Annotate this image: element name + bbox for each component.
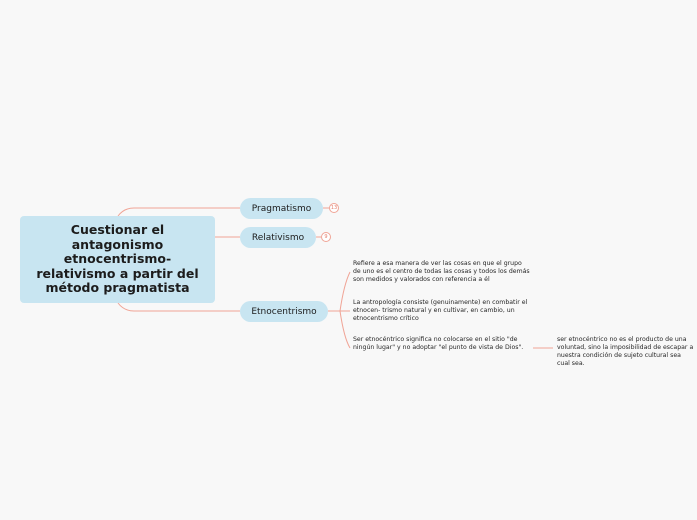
collapse-count-relativismo: 9	[324, 234, 328, 240]
topic-pragmatismo-label: Pragmatismo	[251, 203, 312, 214]
note-definicion[interactable]: Refiere a esa manera de ver las cosas en que el grupo de uno es el centro de todas las cosas y todos los demás son medidos y valorados con referencia a él	[353, 260, 530, 283]
topic-relativismo[interactable]	[240, 227, 316, 248]
collapse-toggle-relativismo[interactable]	[321, 232, 331, 242]
root-topic[interactable]	[20, 216, 215, 303]
connector-note-3	[340, 311, 350, 348]
collapse-count-pragmatismo: 13	[330, 205, 338, 211]
root-title: Cuestionar el antagonismo etnocentrismo-relativismo a partir del método pragmatista	[36, 222, 199, 296]
note-antropologia[interactable]: La antropología consiste (genuinamente) en combatir el etnocen- trismo natural y en cultivar, en cambio, un etnocentrismo crítico	[353, 299, 528, 322]
collapse-toggle-pragmatismo[interactable]	[329, 203, 339, 213]
connector-pragmatismo	[118, 208, 240, 216]
connector-note-1	[340, 272, 350, 311]
note-condicion-cultural[interactable]: ser etnocéntrico no es el producto de una voluntad, sino la imposibilidad de escapar a nuestra condición de sujeto cultural sea cual sea.	[557, 336, 694, 367]
topic-etnocentrismo[interactable]	[240, 301, 328, 322]
note-ser-etnocentrico[interactable]: Ser etnocéntrico significa no colocarse en el sitio "de ningún lugar" y no adoptar "el punto de vista de Dios".	[353, 336, 524, 351]
connector-etnocentrismo	[118, 303, 240, 311]
topic-relativismo-label: Relativismo	[251, 232, 305, 243]
topic-etnocentrismo-label: Etnocentrismo	[251, 306, 317, 317]
topic-pragmatismo[interactable]	[240, 198, 323, 219]
